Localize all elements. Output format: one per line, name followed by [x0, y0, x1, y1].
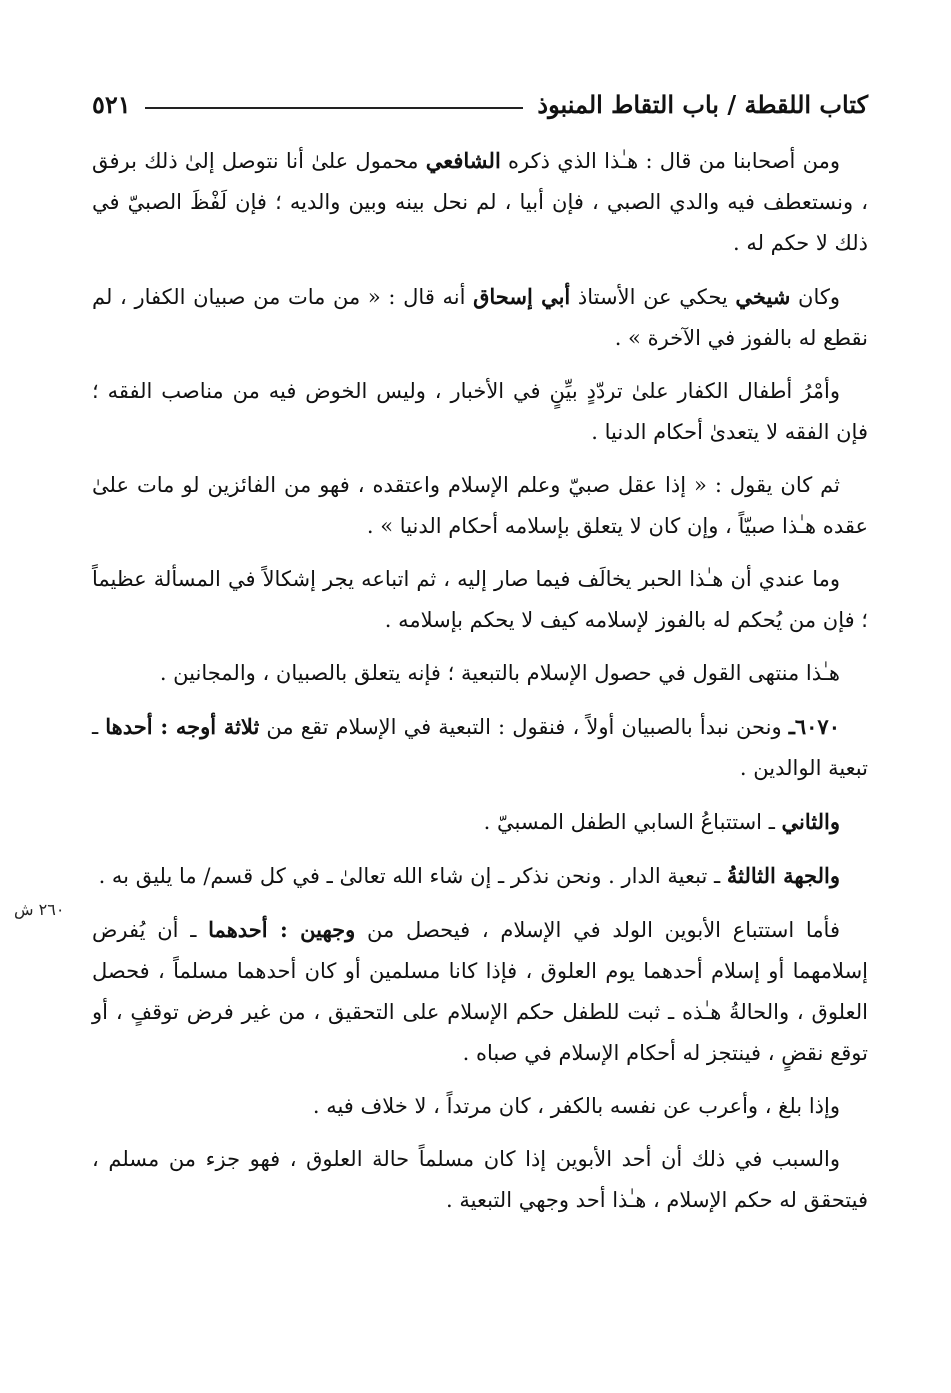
paragraph	[92, 465, 868, 547]
text-run: ـ أن يُفرض إسلامهما أو إسلام أحدهما يوم العلوق ، فإذا كانا مسلمين أو كان أحدهما مسلماً ، فحصل العلوق ، والحالةُ هـٰذه ـ ثبت للطفل حكم الإسلام على التحقيق ، من غير فرض توقفٍ ، أو توقع نقضٍ ، فينتجز له أحكام الإسلام في صباه .	[92, 918, 868, 1065]
text-run: والسبب في ذلك أن أحد الأبوين إذا كان مسلماً حالة العلوق ، فهو جزء من مسلم ، فيتحقق له حكم الإسلام ، هـٰذا أحد وجهي التبعية .	[92, 1147, 868, 1212]
header-rule	[145, 107, 524, 109]
margin-note: ٢٦٠ ش	[14, 900, 65, 919]
paragraph	[92, 1139, 868, 1221]
page-body	[92, 140, 868, 1233]
bold-term: الشافعي	[425, 148, 501, 173]
paragraph	[92, 559, 868, 641]
bold-term: ٦٠٧٠ـ	[788, 714, 840, 739]
text-run: ـ استتباعُ السابي الطفل المسبيّ .	[483, 810, 782, 834]
paragraph	[92, 371, 868, 453]
bold-term: والثاني	[781, 809, 840, 834]
paragraph	[92, 706, 868, 789]
page-number: ٥٢١	[92, 89, 131, 119]
bold-term: ثلاثة أوجه : أحدها	[105, 714, 260, 739]
paragraph	[92, 276, 868, 359]
paragraph	[92, 653, 868, 694]
text-run: ونحن نبدأ بالصبيان أولاً ، فنقول : التبعية في الإسلام تقع من	[259, 715, 789, 739]
paragraph	[92, 909, 868, 1074]
text-run: محمول علىٰ أنا نتوصل إلىٰ ذلك برفق ، ونستعطف فيه والدي الصبي ، فإن أبيا ، لم نحل بينه وبين والديه ؛ فإن لَفْظَ الصبيّ في ذلك لا حكم له .	[92, 149, 868, 255]
bold-term: أبي إسحاق	[473, 284, 571, 309]
text-run: أنه قال : « من مات من صبيان الكفار ، لم نقطع له بالفوز في الآخرة » .	[92, 285, 868, 350]
text-run: يحكي عن الأستاذ	[570, 285, 736, 309]
text-run: وأمْرُ أطفال الكفار علىٰ تردّدٍ بيِّنٍ في الأخبار ، وليس الخوض فيه من مناصب الفقه ؛ فإن الفقه لا يتعدىٰ أحكام الدنيا .	[92, 379, 868, 444]
text-run: ومن أصحابنا من قال : هـٰذا الذي ذكره	[500, 149, 840, 173]
text-run: ثم كان يقول : « إذا عقل صبيّ وعلم الإسلام واعتقده ، فهو من الفائزين لو مات علىٰ عقده هـٰذا صبيّاً ، وإن كان لا يتعلق بإسلامه أحكام الدنيا » .	[92, 473, 868, 538]
text-run: وكان	[790, 285, 841, 309]
page-header	[92, 84, 868, 124]
bold-term: والجهة الثالثةُ	[726, 863, 840, 888]
text-run: وإذا بلغ ، وأعرب عن نفسه بالكفر ، كان مرتداً ، لا خلاف فيه .	[312, 1094, 840, 1118]
paragraph	[92, 1086, 868, 1127]
bold-term: شيخي	[735, 284, 791, 309]
chapter-title: كتاب اللقطة / باب التقاط المنبوذ	[537, 89, 868, 119]
paragraph	[92, 855, 868, 897]
text-run: وما عندي أن هـٰذا الحبر يخالَف فيما صار إليه ، ثم اتباعه يجر إشكالاً في المسألة عظيماً ؛ فإن من يُحكم له بالفوز لإسلامه كيف لا يحكم بإسلامه .	[92, 567, 868, 632]
text-run: هـٰذا منتهى القول في حصول الإسلام بالتبعية ؛ فإنه يتعلق بالصبيان ، والمجانين .	[159, 661, 840, 685]
text-run: ـ تبعية الدار . ونحن نذكر ـ إن شاء الله تعالىٰ ـ في كل قسم/ ما يليق به .	[98, 864, 727, 888]
bold-term: وجهين : أحدهما	[208, 917, 356, 942]
text-run: فأما استتباع الأبوين الولد في الإسلام ، فيحصل من	[355, 918, 840, 942]
text-run: ـ تبعية الوالدين .	[92, 715, 868, 780]
paragraph	[92, 140, 868, 264]
paragraph	[92, 801, 868, 843]
